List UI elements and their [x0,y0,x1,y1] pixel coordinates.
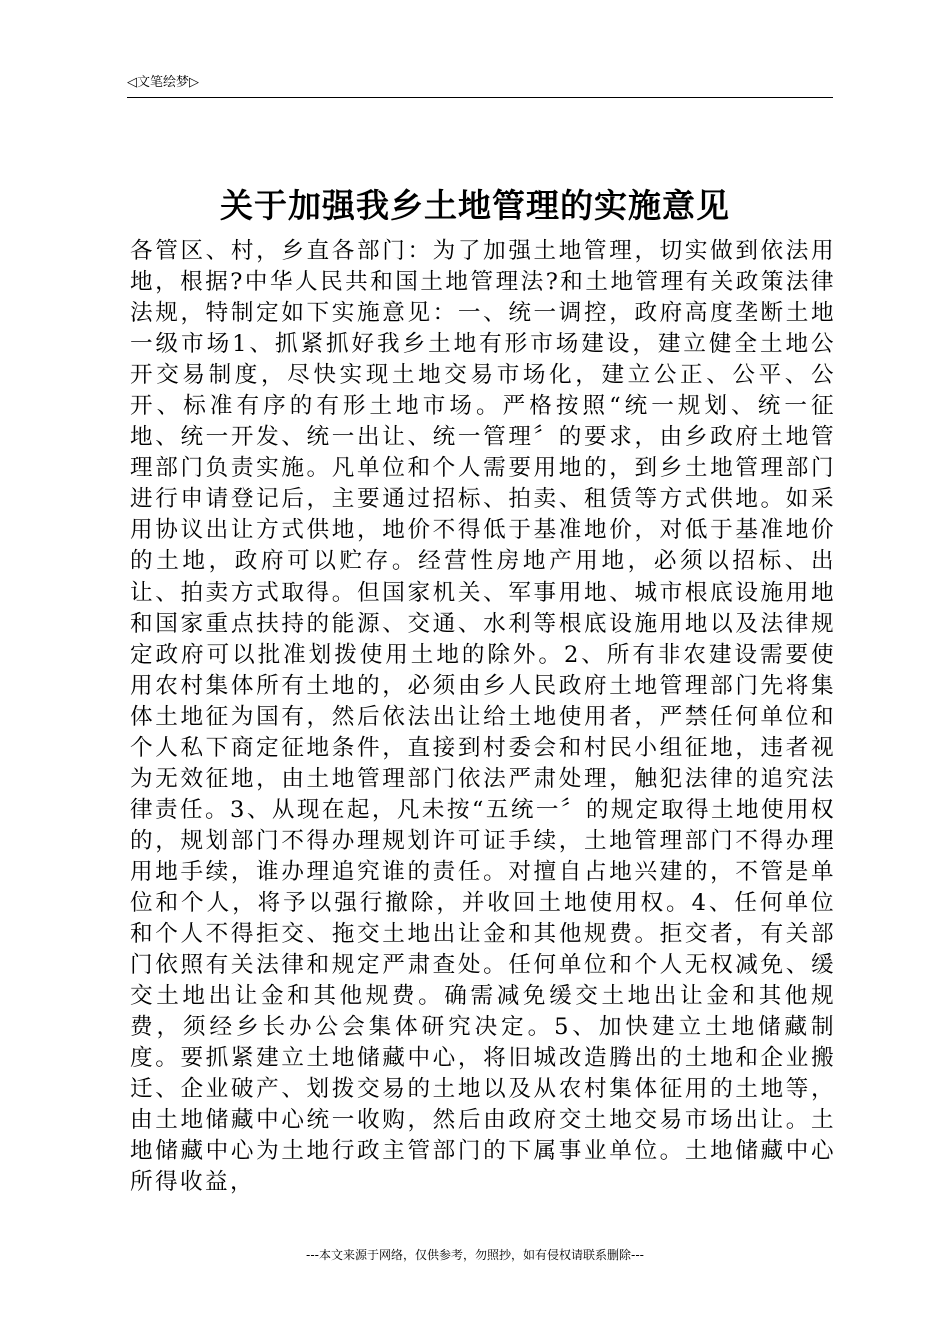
document-body: 各管区、村，乡直各部门：为了加强土地管理，切实做到依法用地，根据?中华人民共和国土地管理法?和土地管理有关政策法律法规，特制定如下实施意见：一、统一调控，政府高度垄断土地一级市场1、抓紧抓好我乡土地有形市场建设，建立健全土地公开交易制度，尽快实现土地交易市场化，建立公正、公平、公开、标准有序的有形土地市场。严格按照“统一规划、统一征地、统一开发、统一出让、统一管理〞的要求，由乡政府土地管理部门负责实施。凡单位和个人需要用地的，到乡土地管理部门进行申请登记后，主要通过招标、拍卖、租赁等方式供地。如采用协议出让方式供地，地价不得低于基准地价，对低于基准地价的土地，政府可以贮存。经营性房地产用地，必须以招标、出让、拍卖方式取得。但国家机关、军事用地、城市根底设施用地和国家重点扶持的能源、交通、水利等根底设施用地以及法律规定政府可以批准划拨使用土地的除外。2、所有非农建设需要使用农村集体所有土地的，必须由乡人民政府土地管理部门先将集体土地征为国有，然后依法出让给土地使用者，严禁任何单位和个人私下商定征地条件，直接到村委会和村民小组征地，违者视为无效征地，由土地管理部门依法严肃处理，触犯法律的追究法律责任。3、从现在起，凡未按“五统一〞的规定取得土地使用权的，规划部门不得办理规划许可证手续，土地管理部门不得办理用地手续，谁办理追究谁的责任。对擅自占地兴建的，不管是单位和个人，将予以强行撤除，并收回土地使用权。4、任何单位和个人不得拒交、拖交土地出让金和其他规费。拒交者，有关部门依照有关法律和规定严肃查处。任何单位和个人无权减免、缓交土地出让金和其他规费。确需减免缓交土地出让金和其他规费，须经乡长办公会集体研究决定。5、加快建立土地储藏制度。要抓紧建立土地储藏中心，将旧城改造腾出的土地和企业搬迁、企业破产、划拨交易的土地以及从农村集体征用的土地等，由土地储藏中心统一收购，然后由政府交土地交易市场出让。土地储藏中心为土地行政主管部门的下属事业单位。土地储藏中心所得收益， [130,238,836,1196]
document-title: 关于加强我乡土地管理的实施意见 [220,186,730,225]
page-header [127,74,833,98]
page-footer: ---本文来源于网络，仅供参考，勿照抄，如有侵权请联系删除--- [306,1248,644,1262]
header-divider [127,97,833,98]
header-label: ◁文笔绘梦▷ [127,75,199,90]
